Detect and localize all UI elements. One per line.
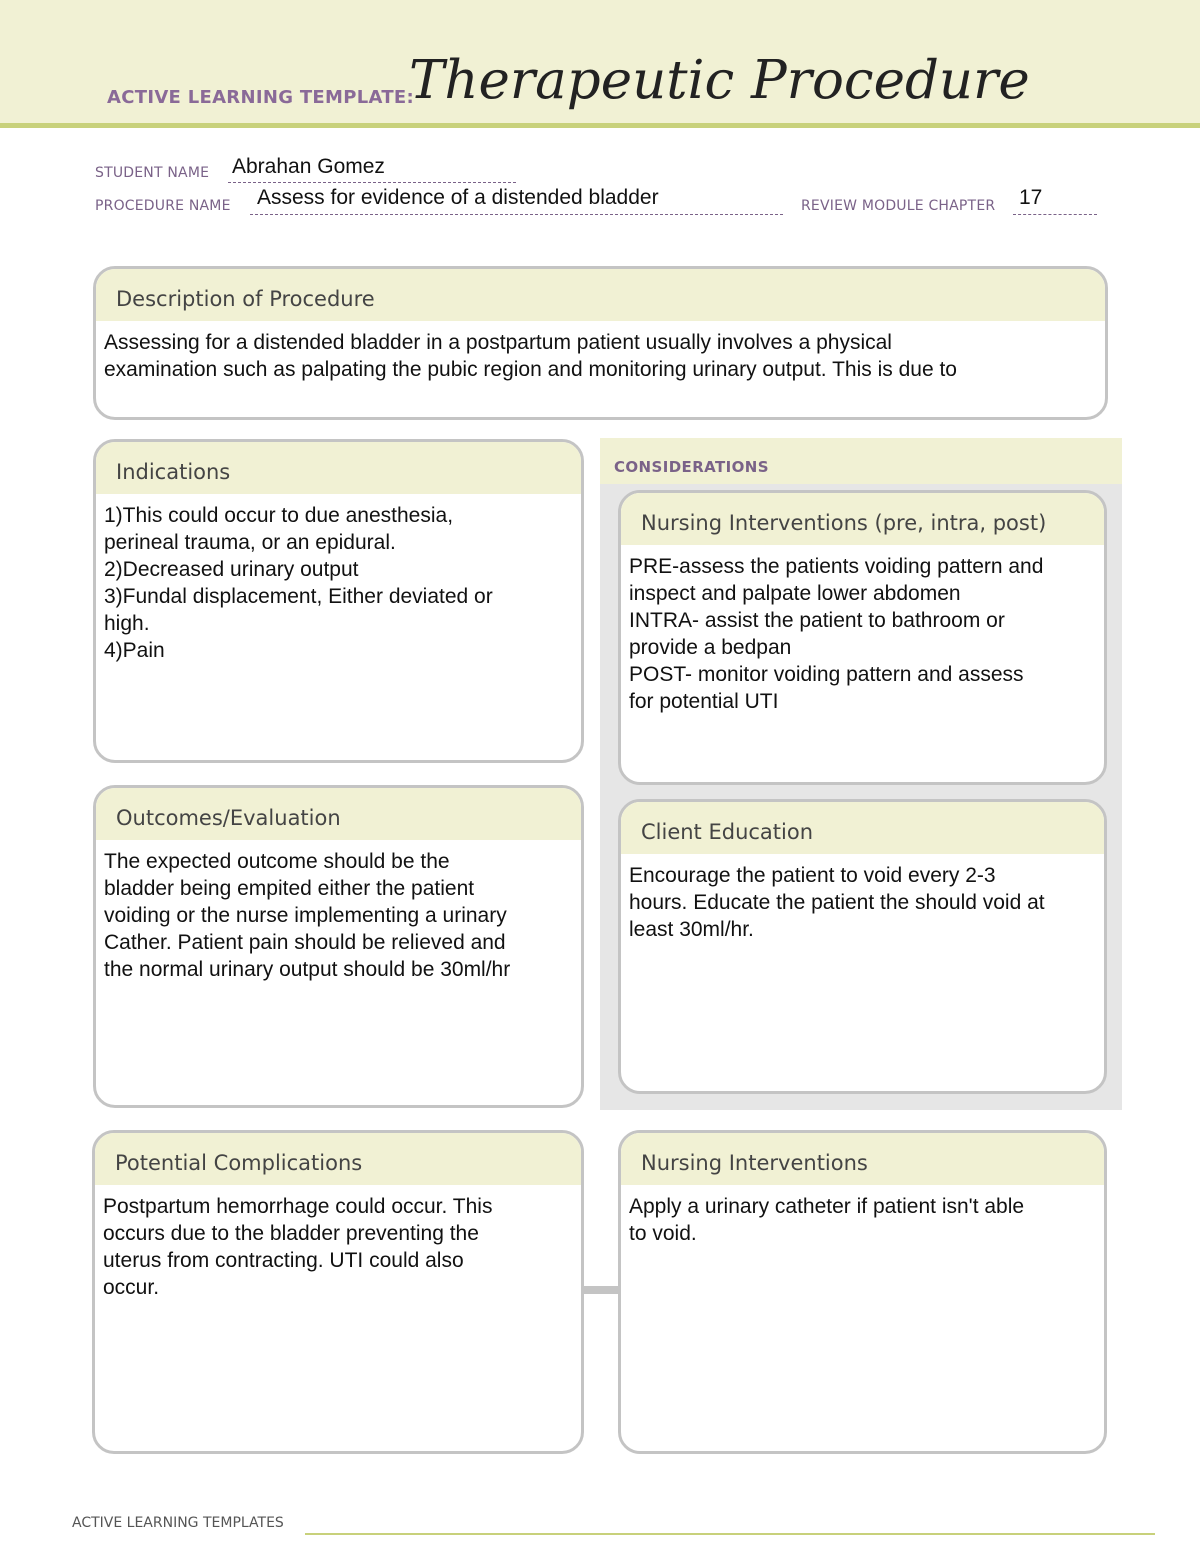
student-name-field[interactable]: Abrahan Gomez <box>232 155 385 178</box>
review-chapter-field[interactable]: 17 <box>1019 186 1043 209</box>
indications-card <box>93 439 584 763</box>
review-chapter-line <box>1013 214 1097 215</box>
nursing-interventions-heading: Nursing Interventions (pre, intra, post) <box>621 493 1104 545</box>
review-chapter-label: REVIEW MODULE CHAPTER <box>801 198 996 214</box>
description-card <box>93 266 1108 420</box>
card-connector <box>584 1286 620 1294</box>
footer-label: ACTIVE LEARNING TEMPLATES <box>72 1515 284 1531</box>
outcomes-card <box>93 785 584 1108</box>
student-name-line <box>228 182 516 183</box>
considerations-label: CONSIDERATIONS <box>614 458 769 476</box>
indications-heading: Indications <box>96 442 581 494</box>
client-education-heading: Client Education <box>621 802 1104 854</box>
template-label: ACTIVE LEARNING TEMPLATE: <box>107 87 414 108</box>
complications-card <box>92 1130 584 1454</box>
indications-text[interactable]: 1)This could occur to due anesthesia, perineal trauma, or an epidural. 2)Decreased urinary output 3)Fundal displacement, Either deviated or high. 4)Pain <box>104 504 493 662</box>
header-rule <box>0 123 1200 128</box>
outcomes-text[interactable]: The expected outcome should be the bladder being empited either the patient voiding or the nurse implementing a urinary Cather. Patient pain should be relieved and the normal urinary output should be 30ml/hr <box>104 850 511 981</box>
complication-interventions-heading: Nursing Interventions <box>621 1133 1104 1185</box>
client-education-card <box>618 799 1107 1094</box>
outcomes-heading: Outcomes/Evaluation <box>96 788 581 840</box>
description-heading: Description of Procedure <box>96 269 1105 321</box>
complications-text[interactable]: Postpartum hemorrhage could occur. This occurs due to the bladder preventing the uterus from contracting. UTI could also occur. <box>103 1195 493 1299</box>
procedure-name-line <box>250 214 783 215</box>
procedure-name-field[interactable]: Assess for evidence of a distended bladder <box>257 186 659 209</box>
nursing-interventions-text[interactable]: PRE-assess the patients voiding pattern and inspect and palpate lower abdomen INTRA- assist the patient to bathroom or provide a bedpan POST- monitor voiding pattern and assess for potential UTI <box>629 555 1044 713</box>
page-title: Therapeutic Procedure <box>409 50 1030 111</box>
nursing-interventions-card <box>618 490 1107 785</box>
description-text[interactable]: Assessing for a distended bladder in a postpartum patient usually involves a physical examination such as palpating the pubic region and monitoring urinary output. This is due to <box>104 331 957 381</box>
complication-interventions-card <box>618 1130 1107 1454</box>
footer-rule <box>305 1533 1155 1535</box>
complication-interventions-text[interactable]: Apply a urinary catheter if patient isn't able to void. <box>629 1195 1025 1245</box>
procedure-name-label: PROCEDURE NAME <box>95 198 231 214</box>
complications-heading: Potential Complications <box>95 1133 581 1185</box>
client-education-text[interactable]: Encourage the patient to void every 2-3 hours. Educate the patient the should void at least 30ml/hr. <box>629 864 1045 941</box>
student-name-label: STUDENT NAME <box>95 165 210 181</box>
